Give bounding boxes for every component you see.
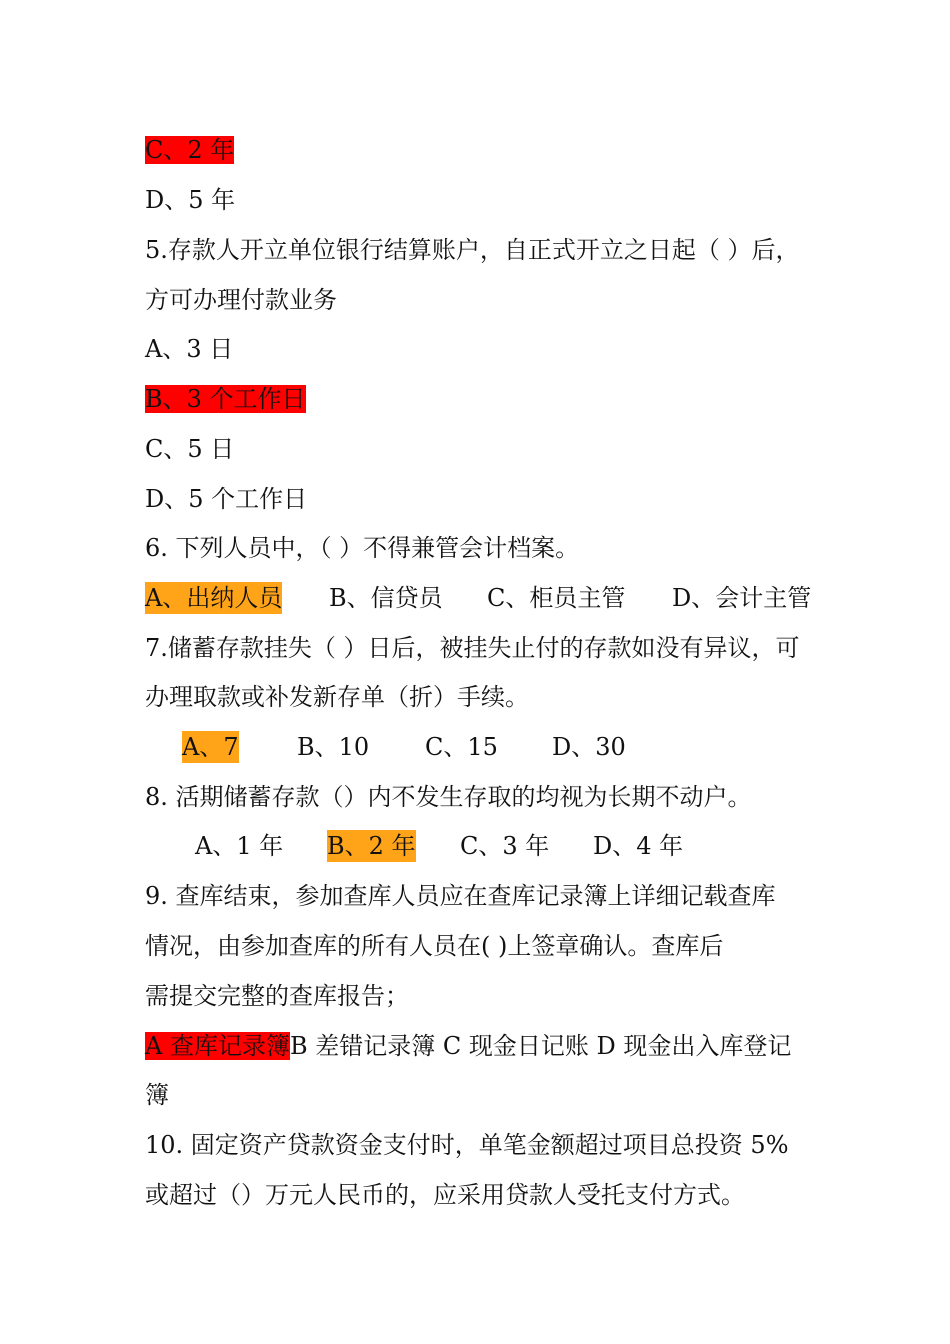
q5-question-line1: 5.存款人开立单位银行结算账户，自正式开立之日起（ ）后，: [145, 236, 800, 264]
q10-question-line2: 或超过（）万元人民币的，应采用贷款人受托支付方式。: [145, 1181, 745, 1209]
q7-options: [145, 731, 625, 763]
q8-question: 8. 活期储蓄存款（）内不发生存取的均视为长期不动户。: [145, 783, 752, 811]
q6-option-a: A、出纳人员: [145, 584, 283, 612]
q4-option-c: [145, 134, 234, 166]
q6-question: 6. 下列人员中，（ ）不得兼管会计档案。: [145, 534, 580, 562]
q4-option-d: D、5 年: [145, 186, 236, 214]
q8-option-a: A、1 年: [195, 832, 284, 860]
q9-option-a: A 查库记录簿: [145, 1032, 290, 1060]
q5-option-a: A、3 日: [145, 335, 234, 363]
q9-question-line2: 情况，由参加查库的所有人员在( )上签章确认。查库后: [145, 932, 724, 960]
q9-question-line1: 9. 查库结束，参加查库人员应在查库记录簿上详细记载查库: [145, 882, 776, 910]
q7-option-b: B、10: [297, 733, 370, 761]
q7-option-d: D、30: [552, 733, 626, 761]
q8-option-d: D、4 年: [593, 832, 684, 860]
q9-options-rest: B 差错记录簿 C 现金日记账 D 现金出入库登记: [289, 1032, 792, 1060]
q7-question-line2: 办理取款或补发新存单（折）手续。: [145, 683, 529, 711]
q10-question-line1: 10. 固定资产贷款资金支付时，单笔金额超过项目总投资 5%: [145, 1131, 789, 1159]
q8-options: [145, 830, 685, 862]
q5-option-c: C、5 日: [145, 435, 235, 463]
q6-option-d: D、会计主管: [672, 584, 812, 612]
q9-question-line3: 需提交完整的查库报告；: [145, 982, 409, 1010]
q9-options: [145, 1030, 791, 1062]
q7-option-c: C、15: [425, 733, 498, 761]
q8-option-b: B、2 年: [327, 832, 416, 860]
q7-question-line1: 7.储蓄存款挂失（ ）日后，被挂失止付的存款如没有异议，可: [145, 634, 800, 662]
q7-option-a: A、7: [182, 733, 239, 761]
answer-highlight: C、2 年: [145, 136, 235, 164]
q6-options: [145, 582, 825, 614]
q5-option-b: [145, 383, 306, 415]
q5-option-d: D、5 个工作日: [145, 485, 308, 513]
q9-options-wrap: 簿: [145, 1081, 169, 1109]
answer-highlight: B、3 个工作日: [145, 385, 306, 413]
q6-option-c: C、柜员主管: [487, 584, 626, 612]
q6-option-b: B、信贷员: [329, 584, 443, 612]
q8-option-c: C、3 年: [460, 832, 550, 860]
q5-question-line2: 方可办理付款业务: [145, 286, 337, 314]
